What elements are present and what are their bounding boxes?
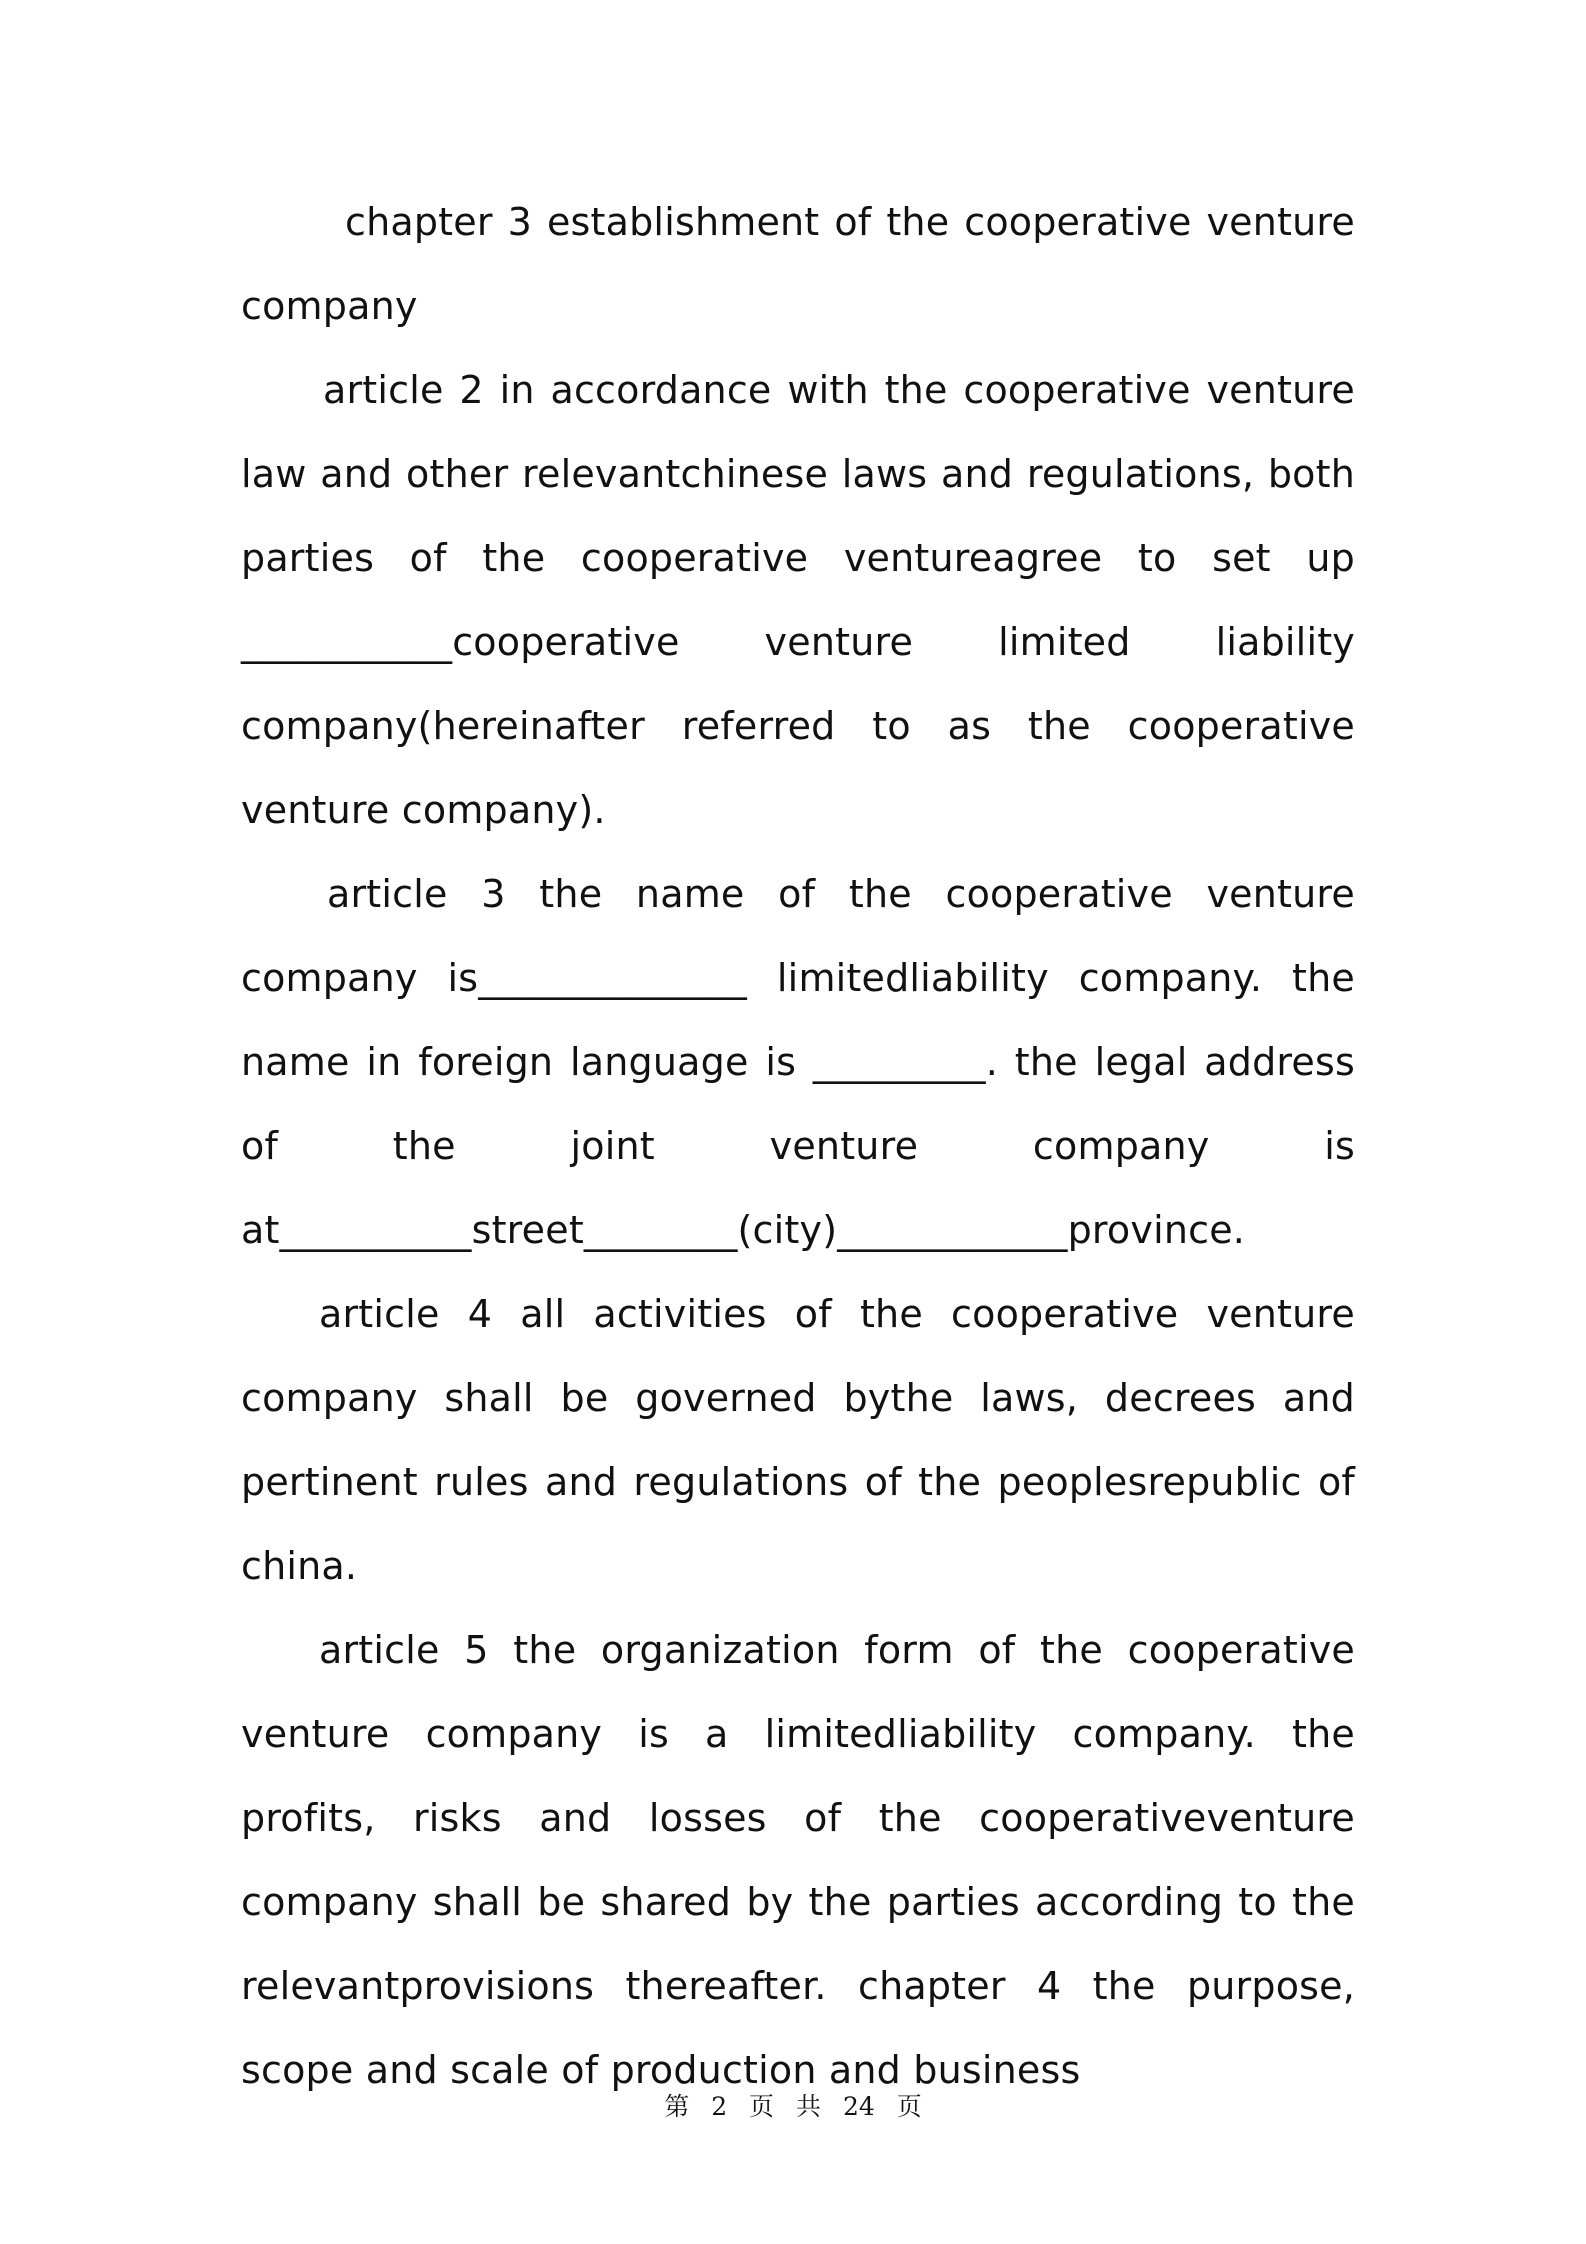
chapter-3-heading: chapter 3 establishment of the cooperative venture company bbox=[241, 200, 1355, 328]
document-body bbox=[241, 180, 1355, 2112]
article-5-paragraph: article 5 the organization form of the cooperative venture company is a limitedliability company. the profits, risks and losses of the cooperativeventure company shall be shared by the parties according to the relevantprovisions thereafter. chapter 4 the purpose, scope and scale of production and business bbox=[241, 1628, 1355, 2092]
page-footer bbox=[0, 2092, 1586, 2122]
article-3-paragraph: article 3 the name of the cooperative venture company is______________ limitedliability company. the name in foreign language is _________. the legal address of the joint venture company is at__________street________(city)____________province. bbox=[241, 872, 1355, 1252]
footer-prefix: 第 bbox=[664, 2092, 690, 2121]
footer-total-unit: 页 bbox=[896, 2092, 922, 2121]
article-4-paragraph: article 4 all activities of the cooperative venture company shall be governed bythe laws, decrees and pertinent rules and regulations of the peoplesrepublic of china. bbox=[241, 1292, 1355, 1588]
current-page-number: 2 bbox=[711, 2092, 728, 2121]
footer-total-prefix: 共 bbox=[796, 2092, 822, 2121]
total-pages-number: 24 bbox=[842, 2092, 875, 2121]
article-2-paragraph: article 2 in accordance with the cooperative venture law and other relevantchinese laws and regulations, both parties of the cooperative ventureagree to set up ___________cooperative venture limited liability company(hereinafter referred to as the cooperative venture company). bbox=[241, 368, 1355, 832]
footer-page-unit: 页 bbox=[749, 2092, 775, 2121]
